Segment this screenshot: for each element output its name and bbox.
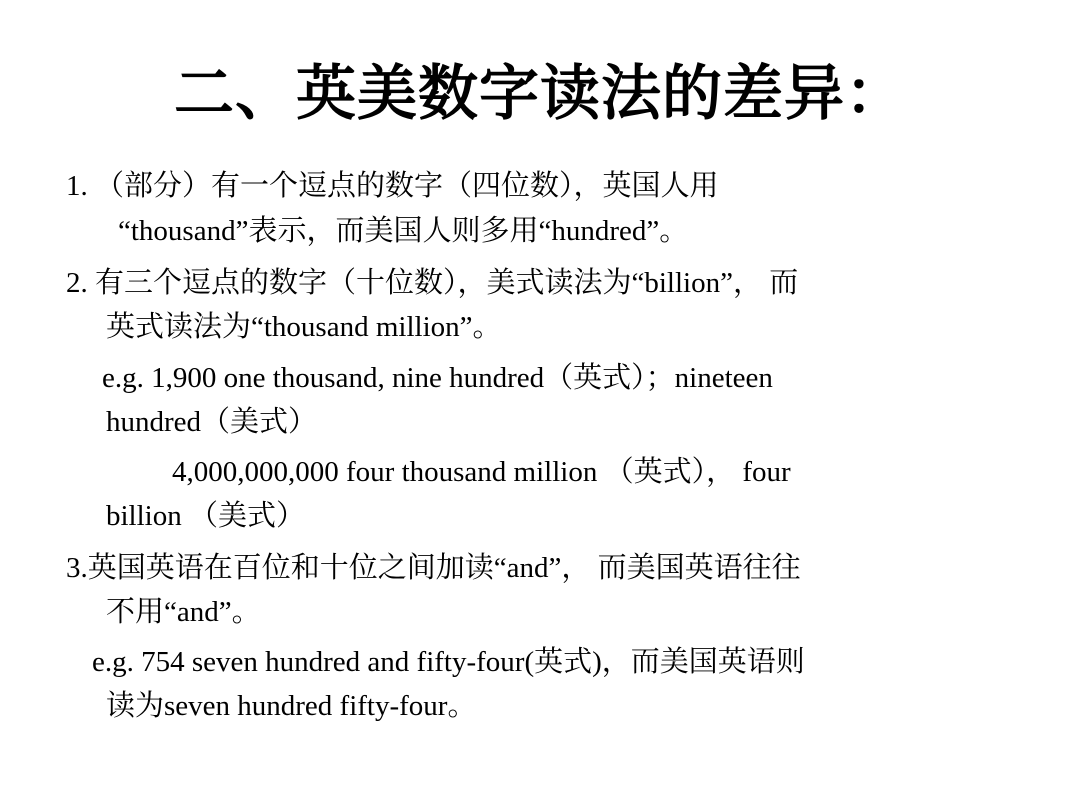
slide-title: 二、英美数字读法的差异： <box>174 59 906 129</box>
example-3-line-1: e.g. 754 seven hundred and fifty-four(英式)，而美国英语则 <box>92 646 805 678</box>
item-1-line-2: “thousand”表示，而美国人则多用“hundred”。 <box>118 215 689 247</box>
item-3-line-2: 不用“and”。 <box>106 596 261 628</box>
example-1-line-2: hundred（美式） <box>106 406 318 438</box>
example-3-line-2: 读为seven hundred fifty-four。 <box>106 690 477 722</box>
item-2-line-2: 英式读法为“thousand million”。 <box>106 311 502 343</box>
example-1-line-1: e.g. 1,900 one thousand, nine hundred（英式）；nineteen <box>102 362 773 394</box>
item-1-line-1: 1. （部分）有一个逗点的数字（四位数），英国人用 <box>66 170 719 202</box>
item-2-line-1: 2. 有三个逗点的数字（十位数），美式读法为“billion”， 而 <box>66 267 799 299</box>
example-2-line-2: billion （美式） <box>106 500 305 532</box>
item-3-line-1: 3.英国英语在百位和十位之间加读“and”， 而美国英语往往 <box>66 552 801 584</box>
example-2-line-1: 4,000,000,000 four thousand million （英式）， four <box>172 456 791 488</box>
